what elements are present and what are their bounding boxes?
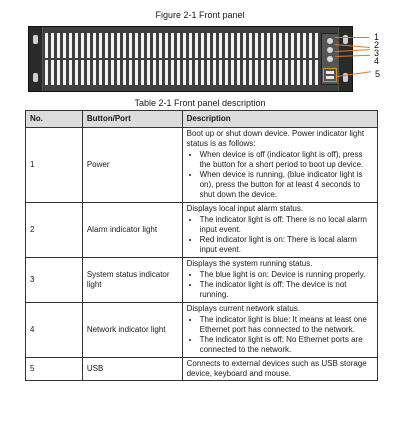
callout-3: 3 (374, 48, 380, 58)
description-bullet: • The blue light is on: Device is running properly. (200, 270, 373, 280)
description-bullet: • Red indicator light is on: There is local alarm input event. (200, 235, 373, 255)
row-number: 3 (26, 258, 83, 303)
row-name: Power (82, 128, 182, 203)
front-panel-illustration (28, 26, 353, 92)
front-panel-table (25, 110, 378, 381)
row-description (182, 203, 377, 258)
description-intro: Displays local input alarm status. (186, 204, 304, 213)
row-name: USB (82, 358, 182, 381)
vent-grille (45, 33, 319, 85)
callout-2: 2 (374, 40, 380, 50)
row-number: 2 (26, 203, 83, 258)
description-bullet: • The indicator light is blue: It means at least one Ethernet port has connected to the network. (200, 315, 373, 335)
table-caption: Table 2-1 Front panel description (134, 98, 266, 108)
description-intro: Boot up or shut down device. Power indicator light status is as follows: (186, 129, 365, 148)
status-led-icon (327, 56, 333, 62)
row-number: 4 (26, 303, 83, 358)
row-description (182, 128, 377, 203)
callout-1: 1 (374, 32, 380, 42)
header-description: Description (182, 111, 377, 128)
table-row (26, 358, 378, 381)
table-header-row (26, 111, 378, 128)
description-bullet: • When device is off (indicator light is off), press the button for a short period to boot up device. (200, 150, 373, 170)
alarm-led-icon (327, 47, 333, 53)
table-row (26, 128, 378, 203)
figure-caption: Figure 2-1 Front panel (155, 10, 245, 20)
row-number: 1 (26, 128, 83, 203)
description-list (187, 215, 373, 255)
table-row (26, 203, 378, 258)
description-list (187, 150, 373, 200)
description-intro: Displays current network status. (186, 304, 300, 313)
description-bullet: • The indicator light is off: No Ethernet ports are connected to the network. (200, 335, 373, 355)
description-bullet: • When device is running, (blue indicator light is on), press the button for at least 4 seconds to shut down the device. (200, 170, 373, 200)
power-button-icon (327, 38, 333, 44)
callout-4: 4 (374, 56, 380, 66)
row-name: Alarm indicator light (82, 203, 182, 258)
description-list (187, 315, 373, 355)
description-list (187, 270, 373, 300)
table-row (26, 258, 378, 303)
control-strip (321, 33, 339, 85)
callout-5: 5 (375, 69, 381, 79)
row-description (182, 258, 377, 303)
row-description (182, 358, 377, 381)
usb-port-icon (323, 68, 337, 82)
row-description (182, 303, 377, 358)
description-bullet: • The indicator light is off: There is no local alarm input event. (200, 215, 373, 235)
row-name: System status indicator light (82, 258, 182, 303)
header-no: No. (26, 111, 83, 128)
description-intro: Connects to external devices such as USB storage device, keyboard and mouse. (186, 359, 367, 378)
description-bullet: • The indicator light is off: The device is not running. (200, 280, 373, 300)
callout-line-1 (335, 37, 369, 38)
row-name: Network indicator light (82, 303, 182, 358)
table-row (26, 303, 378, 358)
description-intro: Displays the system running status. (186, 259, 313, 268)
row-number: 5 (26, 358, 83, 381)
left-rack-ear (29, 27, 43, 91)
header-button-port: Button/Port (82, 111, 182, 128)
